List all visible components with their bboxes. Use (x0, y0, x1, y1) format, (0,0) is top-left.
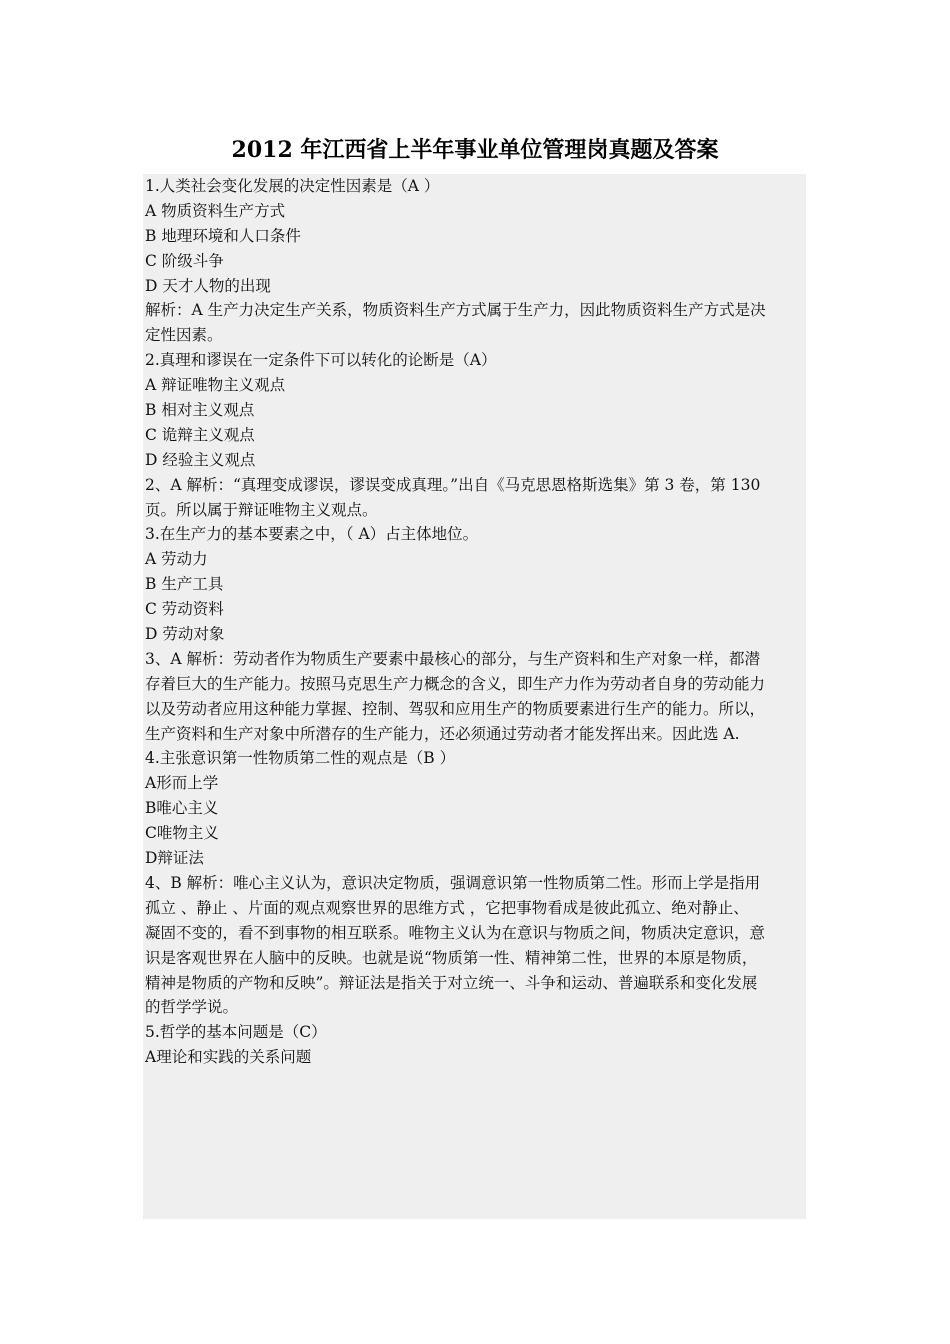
text-line: 精神是物质的产物和反映”。辩证法是指关于对立统一、斗争和运动、普遍联系和变化发展 (145, 973, 758, 992)
text-line: 生产资料和生产对象中所潜存的生产能力，还必须通过劳动者才能发挥出来。因此选 A. (145, 724, 740, 743)
text-line: A 辩证唯物主义观点 (145, 376, 286, 395)
text-line: 存着巨大的生产能力。按照马克思生产力概念的含义，即生产力作为劳动者自身的劳动能力 (145, 674, 766, 693)
text-line: A理论和实践的关系问题 (145, 1048, 312, 1067)
text-line: 1.人类社会变化发展的决定性因素是（A ） (145, 177, 440, 195)
text-line: 以及劳动者应用这种能力掌握、控制、驾驭和应用生产的物质要素进行生产的能力。所以， (145, 699, 766, 718)
text-line: 3、A 解析：劳动者作为物质生产要素中最核心的部分，与生产资料和生产对象一样，都潜 (145, 649, 760, 668)
text-line: B唯心主义 (145, 799, 219, 818)
text-line: 定性因素。 (145, 326, 223, 345)
text-line: B 相对主义观点 (145, 401, 255, 420)
text-line: 页。所以属于辩证唯物主义观点。 (145, 500, 378, 519)
text-line: B 地理环境和人口条件 (145, 226, 301, 245)
document-title: 2012 年江西省上半年事业单位管理岗真题及答案 (231, 137, 719, 163)
text-line: D辩证法 (145, 849, 204, 868)
document-body (143, 174, 806, 1219)
text-line: D 劳动对象 (145, 625, 225, 644)
text-line: C 阶级斗争 (145, 251, 224, 270)
text-line: 识是客观世界在人脑中的反映。也就是说“物质第一性、精神第二性，世界的本原是物质， (145, 948, 758, 967)
text-line: A 劳动力 (145, 550, 208, 569)
text-line: 3.在生产力的基本要素之中，（ A）占主体地位。 (145, 525, 479, 544)
text-line: D 天才人物的出现 (145, 276, 271, 295)
text-line: C 诡辩主义观点 (145, 425, 255, 444)
text-line: 4.主张意识第一性物质第二性的观点是（B ） (145, 749, 456, 768)
text-line: 孤立 、静止 、片面的观点观察世界的思维方式 ，它把事物看成是彼此孤立、绝对静止、 (145, 898, 749, 917)
text-line: 2、A 解析：“真理变成谬误，谬误变成真理。”出自《马克思恩格斯选集》第 3 卷，第 130 (145, 475, 761, 494)
text-line: D 经验主义观点 (145, 450, 256, 469)
text-line: 4、B 解析：唯心主义认为，意识决定物质，强调意识第一性物质第二性。形而上学是指用 (145, 873, 761, 892)
text-line: 凝固不变的，看不到事物的相互联系。唯物主义认为在意识与物质之间，物质决定意识，意 (145, 923, 766, 942)
text-line: 的哲学学说。 (145, 998, 239, 1017)
text-line: 2.真理和谬误在一定条件下可以转化的论断是（A） (145, 351, 497, 370)
text-line: B 生产工具 (145, 575, 224, 594)
text-line: A形而上学 (145, 774, 219, 793)
text-line: 5.哲学的基本问题是（C） (145, 1023, 327, 1042)
text-line: C 劳动资料 (145, 600, 224, 619)
text-line: C唯物主义 (145, 824, 219, 843)
text-line: 解析：A 生产力决定生产关系，物质资料生产方式属于生产力，因此物质资料生产方式是决 (145, 301, 766, 320)
text-line: A 物质资料生产方式 (145, 201, 286, 220)
